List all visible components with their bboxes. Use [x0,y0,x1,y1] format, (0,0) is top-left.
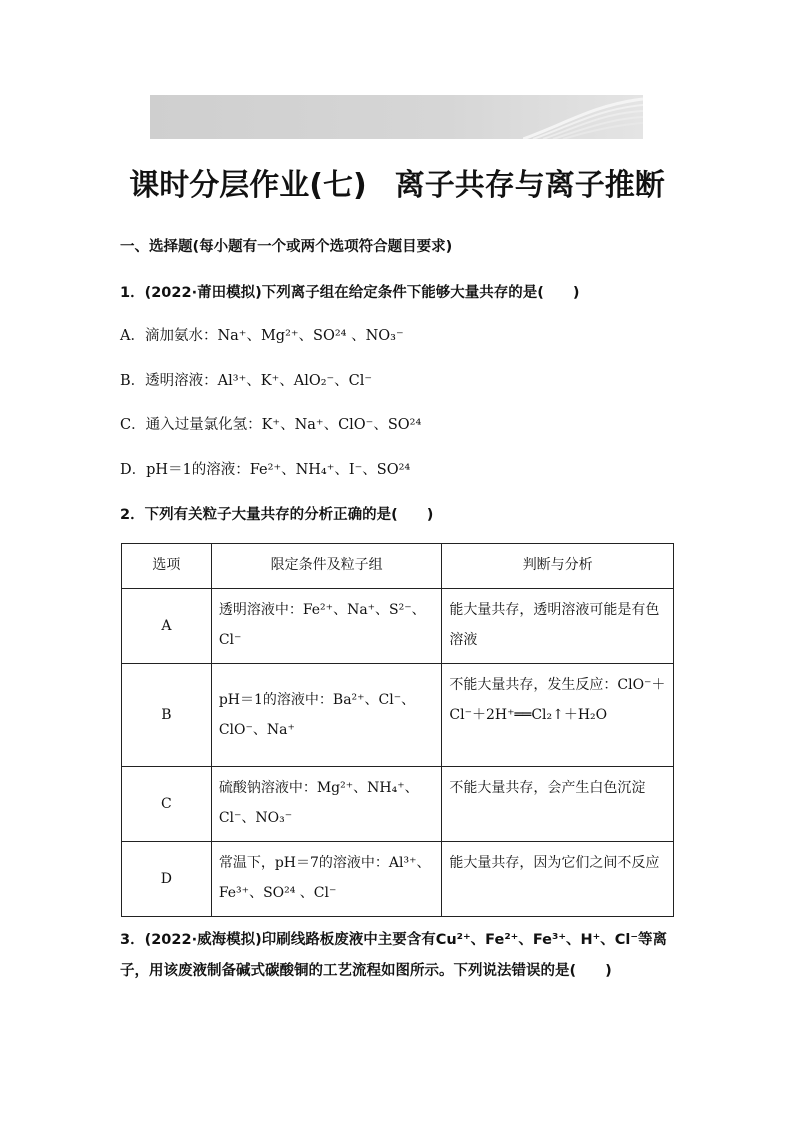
question-1-stem: 1．(2022·莆田模拟)下列离子组在给定条件下能够大量共存的是( ) [120,285,580,301]
row-analysis: 能大量共存，因为它们之间不反应 [442,842,674,917]
header-condition: 限定条件及粒子组 [211,544,442,589]
table-header-row [122,544,674,589]
header-banner [150,95,643,139]
row-analysis: 能大量共存，透明溶液可能是有色溶液 [442,589,674,664]
row-option: A [122,589,212,664]
table-row [122,842,674,917]
question-3-text: 3．(2022·威海模拟)印刷线路板废液中主要含有Cu²⁺、Fe²⁺、Fe³⁺、H⁺、Cl⁻等离子，用该废液制备碱式碳酸铜的工艺流程如图所示。下列说法错误的是( ) [120,932,668,979]
question-1-option-d: D．pH＝1的溶液：Fe²⁺、NH₄⁺、I⁻、SO²⁴ [120,462,411,478]
table-row [122,664,674,767]
title-sub: 离子共存与离子推断 [394,168,665,203]
row-analysis: 不能大量共存，发生反应：ClO⁻＋Cl⁻＋2H⁺══Cl₂↑＋H₂O [442,664,674,767]
row-condition: 硫酸钠溶液中：Mg²⁺、NH₄⁺、Cl⁻、NO₃⁻ [211,767,442,842]
header-option: 选项 [122,544,212,589]
question-1-option-c: C．通入过量氯化氢：K⁺、Na⁺、ClO⁻、SO²⁴ [120,417,422,433]
row-condition: 透明溶液中：Fe²⁺、Na⁺、S²⁻、Cl⁻ [211,589,442,664]
question-2-stem: 2．下列有关粒子大量共存的分析正确的是( ) [120,507,434,523]
analysis-table [121,543,674,917]
row-analysis: 不能大量共存，会产生白色沉淀 [442,767,674,842]
question-1-option-a: A．滴加氨水：Na⁺、Mg²⁺、SO²⁴ 、NO₃⁻ [120,328,404,344]
table-row [122,589,674,664]
row-condition: 常温下，pH＝7的溶液中：Al³⁺、Fe³⁺、SO²⁴ 、Cl⁻ [211,842,442,917]
row-option: D [122,842,212,917]
row-option: C [122,767,212,842]
title-main: 课时分层作业(七) [129,168,367,203]
table-row [122,767,674,842]
page-title [0,160,794,204]
section-heading: 一、选择题(每小题有一个或两个选项符合题目要求) [120,239,453,255]
question-1-option-b: B．透明溶液：Al³⁺、K⁺、AlO₂⁻、Cl⁻ [120,373,373,389]
wave-decoration-icon [523,95,643,139]
header-analysis: 判断与分析 [442,544,674,589]
row-option: B [122,664,212,767]
row-condition: pH＝1的溶液中：Ba²⁺、Cl⁻、ClO⁻、Na⁺ [211,664,442,767]
question-3-stem [120,925,676,987]
